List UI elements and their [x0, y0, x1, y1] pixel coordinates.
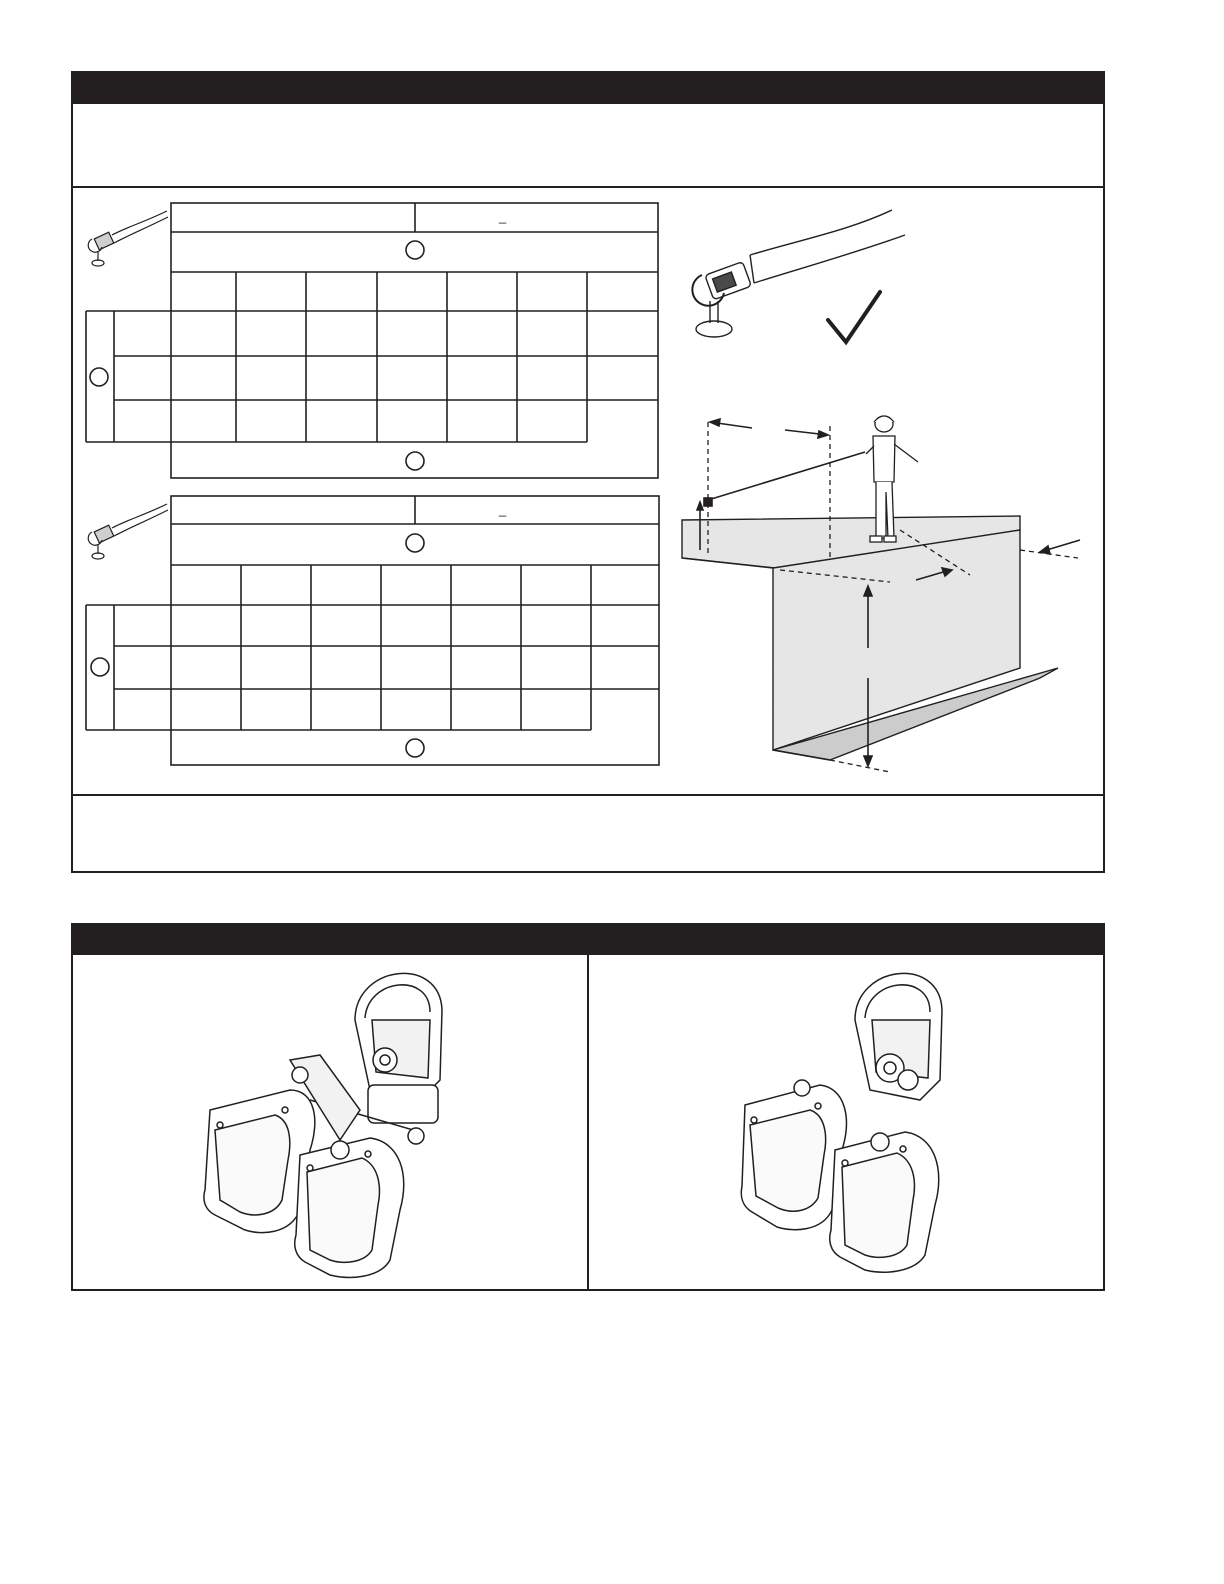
bottom-section-header-bar — [71, 923, 1105, 955]
bottom-section-divider — [587, 955, 589, 1291]
check-mark-icon — [824, 290, 884, 350]
twin-srl-device-stowed-illustration — [740, 960, 1020, 1280]
twin-srl-device-spread-illustration — [190, 960, 490, 1280]
table-2-top-circle-marker — [406, 534, 424, 552]
table-1-header-right-mark: _ — [499, 209, 507, 224]
lanyard-connector-icon — [82, 498, 172, 568]
edge-fall-clearance-illustration — [680, 410, 1100, 790]
table-2-side-circle-marker — [91, 658, 109, 676]
table-2-header-right-mark: _ — [499, 502, 507, 517]
table-2-bottom-circle-marker — [406, 739, 424, 757]
anchor-connector-illustration — [680, 205, 920, 355]
